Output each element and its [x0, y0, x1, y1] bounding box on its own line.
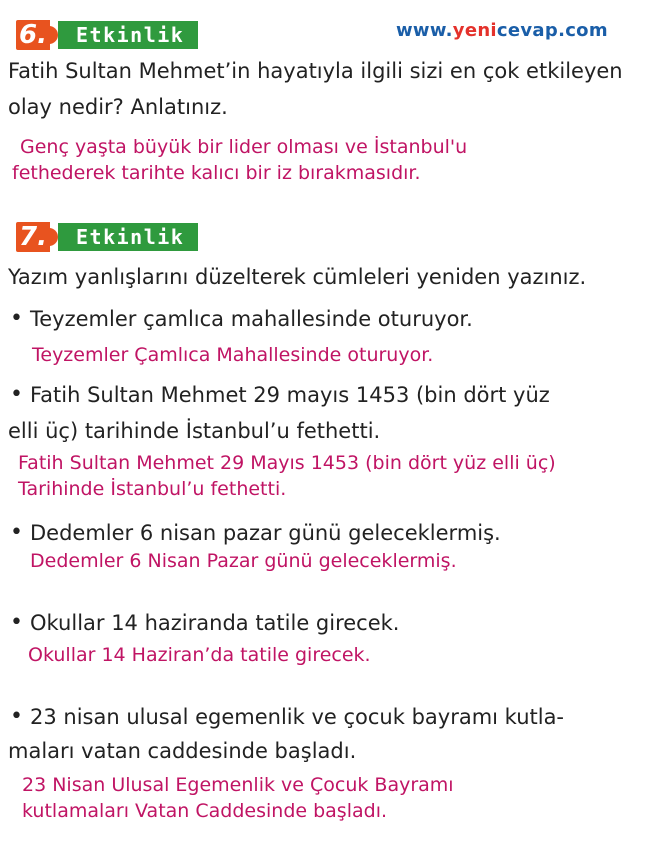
bullet-icon: • [10, 382, 23, 407]
activity-7-instruction: Yazım yanlışlarını düzelterek cümleleri yeniden yazınız. [8, 265, 587, 289]
site-brand [396, 20, 608, 41]
activity-6-badge [16, 20, 196, 50]
activity-7-badge [16, 222, 196, 252]
item-2-question-line-2: elli üç) tarihinde İstanbul’u fethetti. [8, 419, 381, 443]
item-5-answer-line-1: 23 Nisan Ulusal Egemenlik ve Çocuk Bayramı [22, 774, 454, 796]
bullet-icon: • [10, 610, 23, 635]
bullet-icon: • [10, 306, 23, 331]
puzzle-icon [48, 228, 58, 246]
brand-accent: yeni [452, 20, 497, 41]
puzzle-icon [48, 26, 58, 44]
item-1-question: Teyzemler çamlıca mahallesinde oturuyor. [30, 307, 473, 331]
brand-suffix: cevap.com [496, 20, 608, 41]
activity-6-title: Etkinlik [58, 21, 198, 49]
bullet-icon: • [10, 520, 23, 545]
activity-6-question-line-2: olay nedir? Anlatınız. [8, 95, 228, 119]
brand-prefix: www. [396, 20, 453, 41]
activity-7-number: 7. [16, 222, 50, 252]
activity-6-answer-line-1: Genç yaşta büyük bir lider olması ve İstanbul'u [20, 136, 468, 158]
activity-6-number: 6. [16, 20, 50, 50]
bullet-icon: • [10, 704, 23, 729]
item-5-question-line-2: maları vatan caddesinde başladı. [8, 739, 357, 763]
activity-6-question-line-1: Fatih Sultan Mehmet’in hayatıyla ilgili sizi en çok etkileyen [8, 59, 623, 83]
item-5-question-line-1: 23 nisan ulusal egemenlik ve çocuk bayramı kutla- [30, 705, 565, 729]
activity-6-answer-line-2: fethederek tarihte kalıcı bir iz bırakmasıdır. [12, 162, 421, 184]
item-2-answer-line-2: Tarihinde İstanbul’u fethetti. [18, 478, 287, 500]
item-4-question: Okullar 14 haziranda tatile girecek. [30, 611, 400, 635]
item-5-answer-line-2: kutlamaları Vatan Caddesinde başladı. [22, 800, 388, 822]
item-3-question: Dedemler 6 nisan pazar günü geleceklermiş. [30, 521, 501, 545]
item-3-answer: Dedemler 6 Nisan Pazar günü geleceklermiş. [30, 550, 457, 572]
item-1-answer: Teyzemler Çamlıca Mahallesinde oturuyor. [32, 344, 434, 366]
item-4-answer: Okullar 14 Haziran’da tatile girecek. [28, 644, 371, 666]
item-2-answer-line-1: Fatih Sultan Mehmet 29 Mayıs 1453 (bin dört yüz elli üç) [18, 452, 556, 474]
item-2-question-line-1: Fatih Sultan Mehmet 29 mayıs 1453 (bin dört yüz [30, 383, 550, 407]
activity-7-title: Etkinlik [58, 223, 198, 251]
